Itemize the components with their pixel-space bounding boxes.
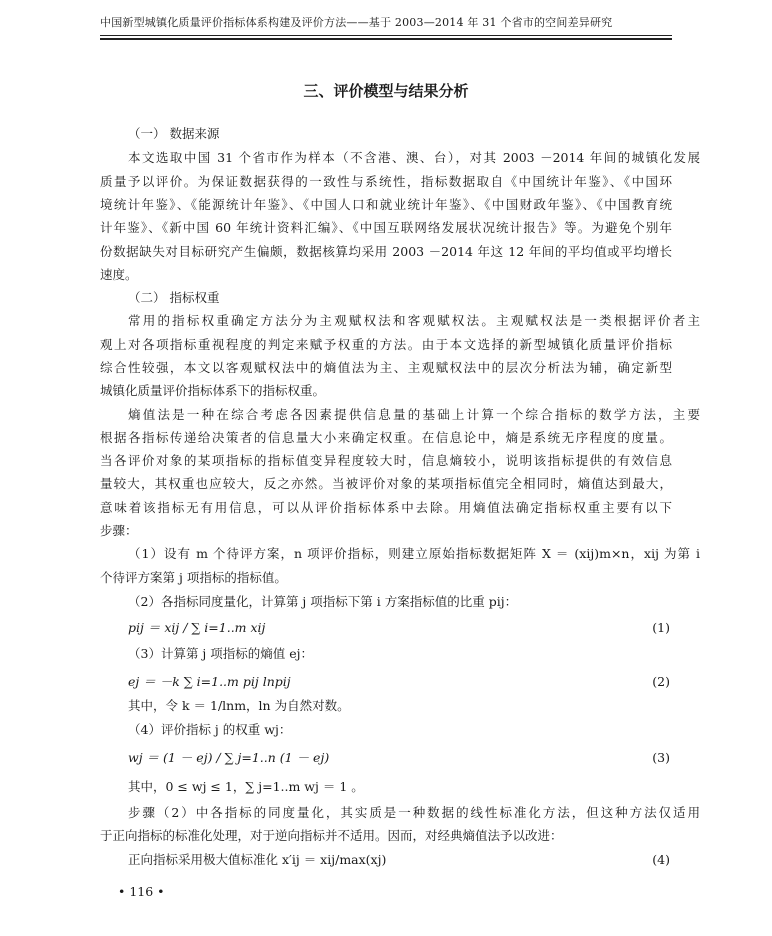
paragraph-line: 观上对各项指标重视程度的判定来赋予权重的方法。由于本文选择的新型城镇化质量评价指标 [100,337,672,352]
equation-4: 正向指标采用极大值标准化 x′ij ＝ xij/max(xj) [128,852,387,867]
running-head: 中国新型城镇化质量评价指标体系构建及评价方法——基于 2003—2014 年 31 个省市的空间差异研究 [100,16,613,29]
equation-number: (3) [652,750,670,765]
section-title: 三、评价模型与结果分析 [303,82,469,100]
paragraph-line: 步骤： [100,523,138,538]
equation-number: (4) [652,852,670,867]
paragraph-line: 份数据缺失对目标研究产生偏颇，数据核算均采用 2003 －2014 年这 12 年间的平均值或平均增长 [100,244,672,259]
paragraph-line: 步骤（2）中各指标的同度量化，其实质是一种数据的线性标准化方法，但这种方法仅适用 [128,805,700,820]
paragraph-line: 熵值法是一种在综合考虑各因素提供信息量的基础上计算一个综合指标的数学方法，主要 [128,407,700,422]
step-line: 其中，令 k ＝ 1/lnm，ln 为自然对数。 [128,698,350,713]
paragraph-line: 常用的指标权重确定方法分为主观赋权法和客观赋权法。主观赋权法是一类根据评价者主 [128,313,700,328]
step-line: 其中，0 ≤ wj ≤ 1，∑ j=1..m wj ＝ 1 。 [128,779,364,794]
paragraph-line: 量较大，其权重也应较大，反之亦然。当被评价对象的某项指标值完全相同时，熵值达到最大， [100,476,672,491]
equation-2: ej ＝ －k ∑ i=1..m pij lnpij [128,674,291,689]
header-rule-thin [100,35,672,36]
paragraph-line: 本文选取中国 31 个省市作为样本（不含港、澳、台），对其 2003 －2014 年间的城镇化发展 [128,150,700,165]
paragraph-line: 意味着该指标无有用信息，可以从评价指标体系中去除。用熵值法确定指标权重主要有以下 [100,500,672,515]
paragraph-line: 于正向指标的标准化处理，对于逆向指标并不适用。因而，对经典熵值法予以改进： [100,828,563,843]
step-line: 个待评方案第 j 项指标的指标值。 [100,570,287,585]
equation-number: (1) [652,620,670,635]
equation-1: pij ＝ xij ∕ ∑ i=1..m xij [128,620,266,635]
paragraph-line: 计年鉴》、《新中国 60 年统计资料汇编》、《中国互联网络发展状况统计报告》等。为避免个别年 [100,220,672,235]
step-line: （3）计算第 j 项指标的熵值 ej： [128,646,314,661]
paragraph-line: 综合性较强，本文以客观赋权法中的熵值法为主、主观赋权法中的层次分析法为辅，确定新型 [100,360,672,375]
page-number: • 116 • [118,884,165,899]
equation-number: (2) [652,674,670,689]
step-line: （2）各指标同度量化，计算第 j 项指标下第 i 方案指标值的比重 pij： [128,594,518,609]
paragraph-line: 质量予以评价。为保证数据获得的一致性与系统性，指标数据取自《中国统计年鉴》、《中国环 [100,174,672,189]
equation-3: wj ＝ (1 － ej) ∕ ∑ j=1..n (1 － ej) [128,750,330,765]
header-rule-thick [100,38,672,40]
step-line: （1）设有 m 个待评方案，n 项评价指标，则建立原始指标数据矩阵 X ＝ (xij)m×n，xij 为第 i [128,546,700,561]
paragraph-line: 境统计年鉴》、《能源统计年鉴》、《中国人口和就业统计年鉴》、《中国财政年鉴》、《中国教育统 [100,197,672,212]
paragraph-line: 当各评价对象的某项指标的指标值变异程度较大时，信息熵较小，说明该指标提供的有效信息 [100,453,672,468]
subsection-heading-weights: （二） 指标权重 [128,290,220,305]
subsection-heading-data-source: （一） 数据来源 [128,126,220,141]
step-line: （4）评价指标 j 的权重 wj： [128,722,292,737]
paragraph-line: 速度。 [100,267,138,282]
paragraph-line: 城镇化质量评价指标体系下的指标权重。 [100,383,326,398]
paragraph-line: 根据各指标传递给决策者的信息量大小来确定权重。在信息论中，熵是系统无序程度的度量。 [100,430,672,445]
